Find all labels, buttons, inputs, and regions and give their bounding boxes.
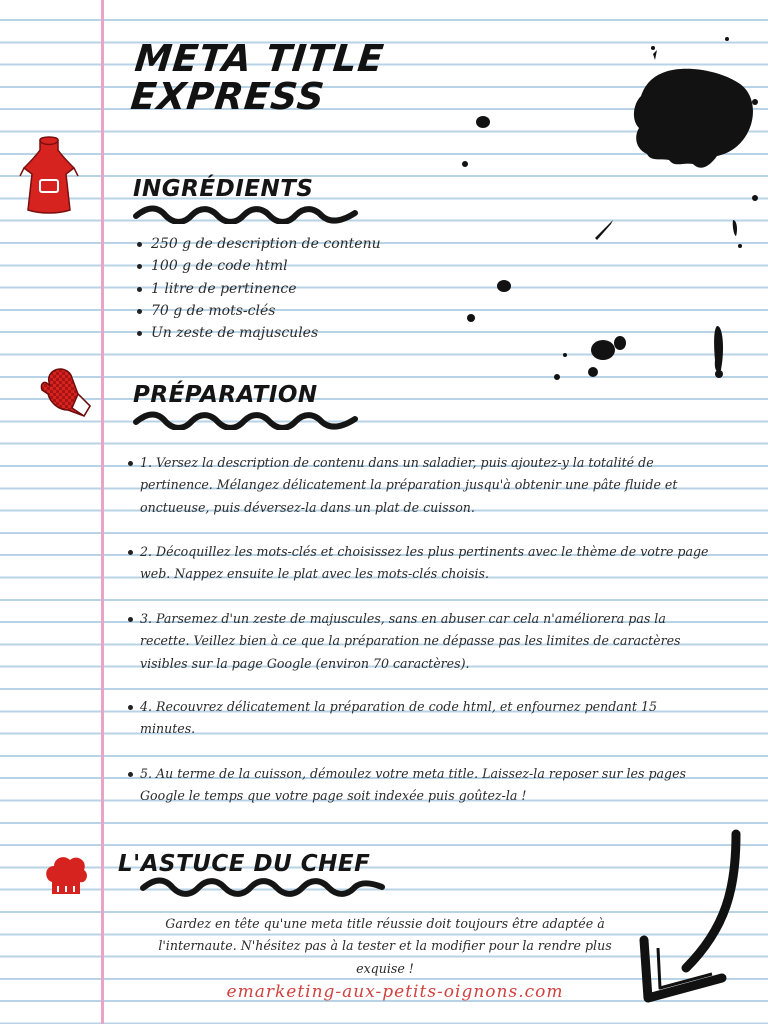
ingredients-heading: INGRÉDIENTS (133, 176, 314, 202)
page-title: META TITLE EXPRESS (128, 37, 387, 118)
preparation-step: 2. Décoquillez les mots-clés et choisissez les plus pertinents avec le thème de votre page web. Nappez ensuite le plat avec les mots-clés choisis. (128, 541, 710, 586)
ingredients-list (133, 233, 553, 344)
apron-icon (18, 134, 80, 216)
chef-hat-icon (42, 852, 90, 900)
preparation-heading: PRÉPARATION (133, 382, 318, 408)
hand-drawn-arrow-decoration (636, 828, 748, 1006)
preparation-step: 3. Parsemez d'un zeste de majuscules, sans en abuser car cela n'améliorera pas la recette. Veillez bien à ce que la préparation ne dépasse pas les limites de caractères visibles sur la page Google (environ 70 caractères). (128, 608, 710, 675)
website-link[interactable]: emarketing-aux-petits-oignons.com (226, 982, 564, 1002)
notebook-margin-line (101, 0, 104, 1024)
ingredient-item: 1 litre de pertinence (133, 278, 553, 300)
ingredients-underline-squiggle (133, 204, 358, 224)
preparation-step: 5. Au terme de la cuisson, démoulez votre meta title. Laissez-la reposer sur les pages Google le temps que votre page soit indexée puis goûtez-la ! (128, 763, 710, 808)
ingredient-item: 70 g de mots-clés (133, 300, 553, 322)
preparation-step: 1. Versez la description de contenu dans un saladier, puis ajoutez-y la totalité de pertinence. Mélangez délicatement la préparation jusqu'à obtenir une pâte fluide et onctueuse, puis déversez-la dans un plat de cuisson. (128, 452, 710, 519)
preparation-step: 4. Recouvrez délicatement la préparation de code html, et enfournez pendant 15 minutes. (128, 696, 710, 741)
preparation-underline-squiggle (133, 410, 358, 430)
oven-mitt-icon (38, 366, 96, 426)
chef-tip-heading: L'ASTUCE DU CHEF (118, 851, 371, 877)
ingredient-item: 250 g de description de contenu (133, 233, 553, 255)
chef-tip-underline-squiggle (140, 875, 385, 897)
chef-tip-text: Gardez en tête qu'une meta title réussie doit toujours être adaptée à l'internaute. N'hésitez pas à la tester et la modifier pour la rendre plus exquise ! (158, 916, 612, 976)
ingredient-item: Un zeste de majuscules (133, 322, 553, 344)
ingredient-item: 100 g de code html (133, 255, 553, 277)
